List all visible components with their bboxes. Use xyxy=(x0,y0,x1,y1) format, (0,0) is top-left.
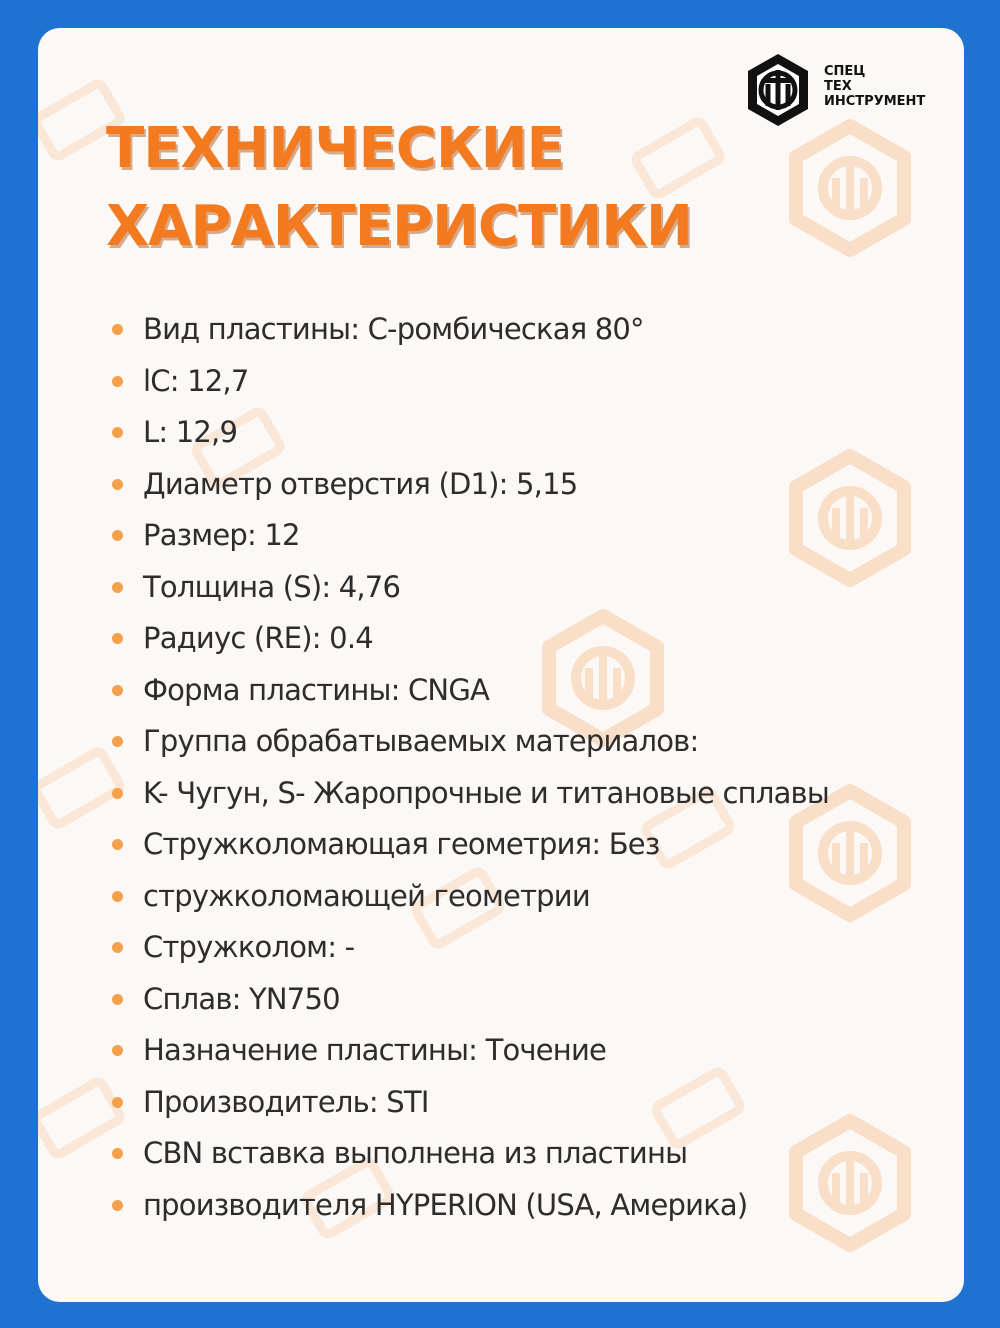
spec-item-text: lC: 12,7 xyxy=(143,363,249,398)
spec-item xyxy=(112,1128,829,1180)
spec-item-text: Размер: 12 xyxy=(143,518,300,552)
spec-item xyxy=(112,974,829,1026)
spec-item-text: Стружколом: - xyxy=(143,930,355,964)
spec-item xyxy=(112,665,829,717)
spec-item xyxy=(112,922,829,974)
bullet-dot-icon xyxy=(112,479,123,490)
hexagon-logo-icon xyxy=(742,50,814,130)
spec-item xyxy=(112,1077,829,1129)
page-title-line: ТЕХНИЧЕСКИЕ xyxy=(106,116,564,181)
spec-item-text: Группа обрабатываемых материалов: xyxy=(143,724,699,758)
spec-item xyxy=(112,356,829,408)
bullet-dot-icon xyxy=(112,942,123,953)
bullet-dot-icon xyxy=(112,582,123,593)
spec-item xyxy=(112,510,829,562)
bullet-dot-icon xyxy=(112,427,123,438)
spec-item xyxy=(112,1025,829,1077)
bullet-dot-icon xyxy=(112,891,123,902)
bullet-dot-icon xyxy=(112,324,123,335)
spec-item-text: производителя HYPERION (USA, Америка) xyxy=(143,1187,748,1222)
brand-logo xyxy=(742,50,932,130)
bullet-dot-icon xyxy=(112,1148,123,1159)
bullet-dot-icon xyxy=(112,994,123,1005)
spec-item-text: Диаметр отверстия (D1): 5,15 xyxy=(143,466,578,501)
spec-item-text: Форма пластины: CNGA xyxy=(143,672,490,707)
bullet-dot-icon xyxy=(112,839,123,850)
page-title-line: ХАРАКТЕРИСТИКИ xyxy=(106,194,692,259)
spec-list xyxy=(112,304,829,1231)
brand-name-line: ИНСТРУМЕНТ xyxy=(824,94,926,109)
bullet-dot-icon xyxy=(112,685,123,696)
brand-name xyxy=(824,64,925,109)
spec-item-text: стружколомающей геометрии xyxy=(143,878,590,913)
bullet-dot-icon xyxy=(112,1200,123,1211)
brand-name-line: СПЕЦ xyxy=(824,64,866,79)
spec-item-text: K- Чугун, S- Жаропрочные и титановые сплавы xyxy=(143,775,829,810)
spec-item xyxy=(112,819,829,871)
page-title xyxy=(106,110,692,266)
spec-item-text: L: 12,9 xyxy=(143,415,238,449)
brand-name-line: ТЕХ xyxy=(824,79,852,94)
bullet-dot-icon xyxy=(112,1045,123,1056)
spec-item xyxy=(112,562,829,614)
spec-item-text: Назначение пластины: Точение xyxy=(143,1033,607,1067)
spec-item-text: Сплав: YN750 xyxy=(143,981,340,1016)
bullet-dot-icon xyxy=(112,736,123,747)
spec-item-text: Вид пластины: С-ромбическая 80° xyxy=(143,312,644,346)
spec-item-text: Радиус (RE): 0.4 xyxy=(143,621,373,655)
spec-item xyxy=(112,1180,829,1232)
spec-card xyxy=(38,28,964,1302)
spec-item xyxy=(112,407,829,459)
spec-item-text: CBN вставка выполнена из пластины xyxy=(143,1136,688,1170)
bullet-dot-icon xyxy=(112,376,123,387)
spec-item-text: Производитель: STI xyxy=(143,1084,429,1119)
spec-item xyxy=(112,459,829,511)
spec-item-text: Стружколомающая геометрия: Без xyxy=(143,827,660,861)
bullet-dot-icon xyxy=(112,1097,123,1108)
spec-item xyxy=(112,304,829,356)
spec-item-text: Толщина (S): 4,76 xyxy=(143,569,401,604)
bullet-dot-icon xyxy=(112,530,123,541)
spec-item xyxy=(112,768,829,820)
spec-item xyxy=(112,871,829,923)
spec-item xyxy=(112,613,829,665)
spec-item xyxy=(112,716,829,768)
bullet-dot-icon xyxy=(112,788,123,799)
bullet-dot-icon xyxy=(112,633,123,644)
